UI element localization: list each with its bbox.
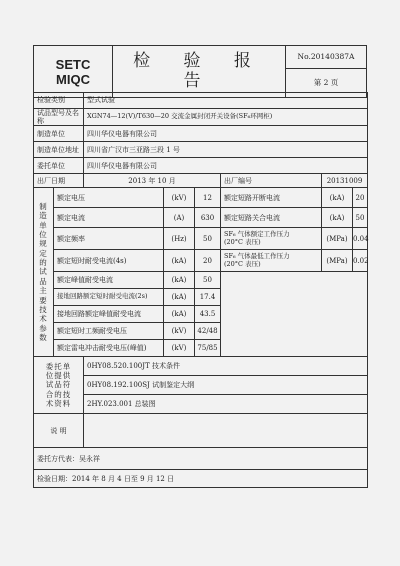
- param-name: 接地回路额定短时耐受电流(2s): [54, 289, 164, 306]
- logo-line-2: MIQC: [56, 71, 90, 87]
- param-value-right: 0.04: [353, 228, 368, 250]
- doc-item: 2HY.023.001 总装图: [84, 395, 368, 414]
- doc-item: 0HY08.192.100SJ 试制鉴定大纲: [84, 376, 368, 395]
- param-value: 12: [195, 188, 221, 208]
- doc-item: 0HY08.520.100JT 技术条件: [84, 357, 368, 376]
- param-name: 接地回路额定峰值耐受电流: [54, 306, 164, 323]
- param-value: 75/85: [195, 340, 221, 357]
- label-test-type: 检验类别: [34, 93, 84, 109]
- param-name: 额定电流: [54, 208, 164, 228]
- param-name-right: 额定短路开断电流: [221, 188, 322, 208]
- param-unit: (kV): [164, 188, 195, 208]
- param-name-right-line2: (20°C 表压): [224, 237, 261, 246]
- param-name-right: [221, 228, 322, 250]
- param-unit-right: (MPa): [322, 250, 353, 272]
- param-name-right: [221, 250, 322, 272]
- param-name: 额定雷电冲击耐受电压(峰值): [54, 340, 164, 357]
- label-maker-address: 制造单位地址: [34, 142, 84, 158]
- label-serial: 出厂编号: [221, 174, 322, 188]
- param-name-right-line1: SF₆ 气体最低工作压力: [224, 252, 290, 261]
- org-logo: [34, 46, 113, 98]
- param-unit: (kA): [164, 250, 195, 272]
- param-unit-right: (kA): [322, 208, 353, 228]
- page-number: 第 2 页: [286, 69, 367, 98]
- param-unit-right: (kA): [322, 188, 353, 208]
- label-manufacture-date: 出厂日期: [34, 174, 84, 188]
- param-value-right: 50: [353, 208, 368, 228]
- param-value-right: 0.02: [353, 250, 368, 272]
- client-representative: 委托方代表：吴永祥: [34, 448, 368, 470]
- param-value-right: 20: [353, 188, 368, 208]
- param-name-right-line2: (20°C 表压): [224, 259, 261, 268]
- param-value: 50: [195, 228, 221, 250]
- report-number: No.20140387A: [286, 46, 367, 69]
- param-value: 630: [195, 208, 221, 228]
- param-unit: (Hz): [164, 228, 195, 250]
- params-side-label: 制造单位规定的试品主要技术参数: [34, 188, 54, 357]
- param-name: 额定短时工频耐受电压: [54, 323, 164, 340]
- param-unit: (kV): [164, 323, 195, 340]
- note-label: 说 明: [34, 414, 84, 448]
- report-header: [33, 45, 367, 98]
- param-name: 额定频率: [54, 228, 164, 250]
- param-name: 额定峰值耐受电流: [54, 272, 164, 289]
- note-value: [84, 414, 368, 448]
- value-client: 四川华仪电器有限公司: [84, 158, 368, 174]
- label-client: 委托单位: [34, 158, 84, 174]
- label-model: 试品型号及名称: [34, 109, 84, 126]
- inspection-dates: 检验日期：2014 年 8 月 4 日至 9 月 12 日: [34, 470, 368, 488]
- param-unit: (kA): [164, 306, 195, 323]
- empty-param-area: [221, 272, 368, 357]
- param-value: 43.5: [195, 306, 221, 323]
- value-manufacture-date: 2013 年 10 月: [84, 174, 221, 188]
- value-maker-address: 四川省广汉市三亚路三段 1 号: [84, 142, 368, 158]
- report-body: [33, 92, 368, 488]
- report-title: 检 验 报 告: [113, 46, 286, 98]
- label-maker: 制造单位: [34, 126, 84, 142]
- param-value: 20: [195, 250, 221, 272]
- param-name: 额定短时耐受电流(4s): [54, 250, 164, 272]
- param-name-right-line1: SF₆ 气体额定工作压力: [224, 230, 290, 239]
- param-name: 额定电压: [54, 188, 164, 208]
- param-value: 17.4: [195, 289, 221, 306]
- param-unit: (kV): [164, 340, 195, 357]
- param-name-right: 额定短路关合电流: [221, 208, 322, 228]
- param-value: 42/48: [195, 323, 221, 340]
- value-maker: 四川华仪电器有限公司: [84, 126, 368, 142]
- docs-side-label: 委托单位提供试品符合的技术资料: [34, 357, 84, 414]
- param-value: 50: [195, 272, 221, 289]
- param-unit: (A): [164, 208, 195, 228]
- param-unit: (kA): [164, 289, 195, 306]
- value-test-type: 型式试验: [84, 93, 368, 109]
- logo-line-1: SETC: [55, 56, 91, 72]
- value-serial: 20131009: [322, 174, 368, 188]
- value-model: XGN74—12(V)/T630—20 交流金属封闭开关设备(SF₆环网柜): [84, 109, 368, 126]
- param-unit-right: (MPa): [322, 228, 353, 250]
- param-unit: (kA): [164, 272, 195, 289]
